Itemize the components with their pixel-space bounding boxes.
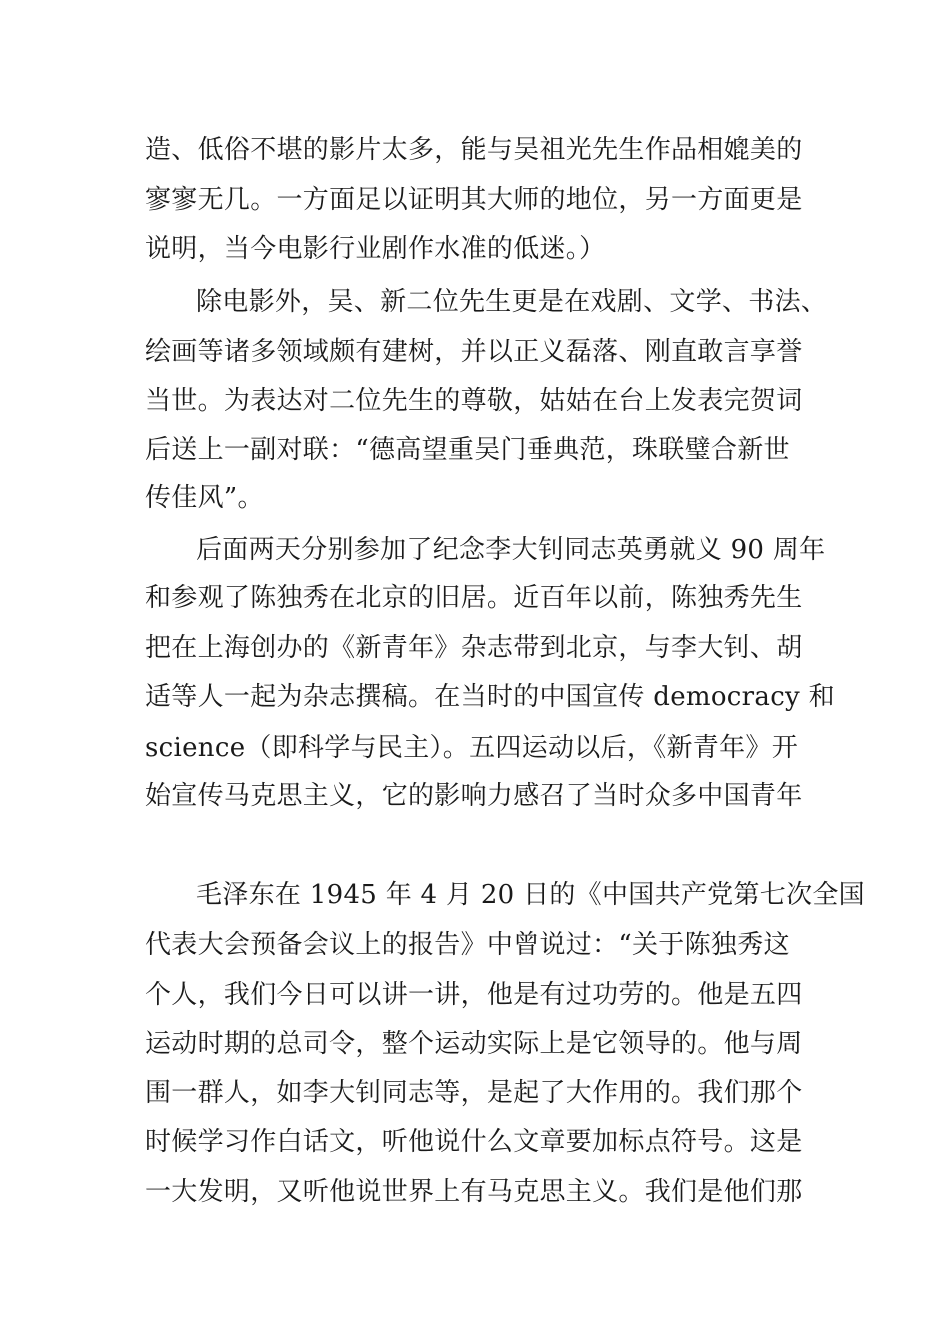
text-line: 适等人一起为杂志撰稿。在当时的中国宣传 democracy 和 <box>145 682 835 712</box>
text-line: 围一群人，如李大钊同志等，是起了大作用的。我们那个 <box>145 1078 803 1108</box>
text-line: 个人，我们今日可以讲一讲，他是有过功劳的。他是五四 <box>145 980 803 1010</box>
text-line: 代表大会预备会议上的报告》中曾说过：“关于陈独秀这 <box>145 930 790 960</box>
text-line: 绘画等诸多领域颇有建树，并以正义磊落、刚直敢言享誉 <box>145 337 803 367</box>
text-line: 后面两天分别参加了纪念李大钊同志英勇就义 90 周年 <box>196 535 826 565</box>
text-line: 除电影外，吴、新二位先生更是在戏剧、文学、书法、 <box>196 287 828 317</box>
text-line: 毛泽东在 1945 年 4 月 20 日的《中国共产党第七次全国 <box>196 880 865 910</box>
text-line: 运动时期的总司令，整个运动实际上是它领导的。他与周 <box>145 1029 803 1059</box>
text-line: 后送上一副对联：“德高望重吴门垂典范，珠联璧合新世 <box>145 435 790 465</box>
text-line: 把在上海创办的《新青年》杂志带到北京，与李大钊、胡 <box>145 633 803 663</box>
text-line: 始宣传马克思主义，它的影响力感召了当时众多中国青年 <box>145 781 803 811</box>
text-line: 一大发明，又听他说世界上有马克思主义。我们是他们那 <box>145 1177 803 1207</box>
text-line: 传佳风”。 <box>145 483 264 513</box>
text-line: 时候学习作白话文，听他说什么文章要加标点符号。这是 <box>145 1127 803 1157</box>
text-line: 造、低俗不堪的影片太多，能与吴祖光先生作品相媲美的 <box>145 135 803 165</box>
text-line: 和参观了陈独秀在北京的旧居。近百年以前，陈独秀先生 <box>145 583 803 613</box>
text-line: science（即科学与民主）。五四运动以后，《新青年》开 <box>145 733 799 763</box>
text-line: 当世。为表达对二位先生的尊敬，姑姑在台上发表完贺词 <box>145 386 803 416</box>
text-line: 寥寥无几。一方面足以证明其大师的地位，另一方面更是 <box>145 185 803 215</box>
text-line: 说明，当今电影行业剧作水准的低迷。） <box>145 234 606 264</box>
